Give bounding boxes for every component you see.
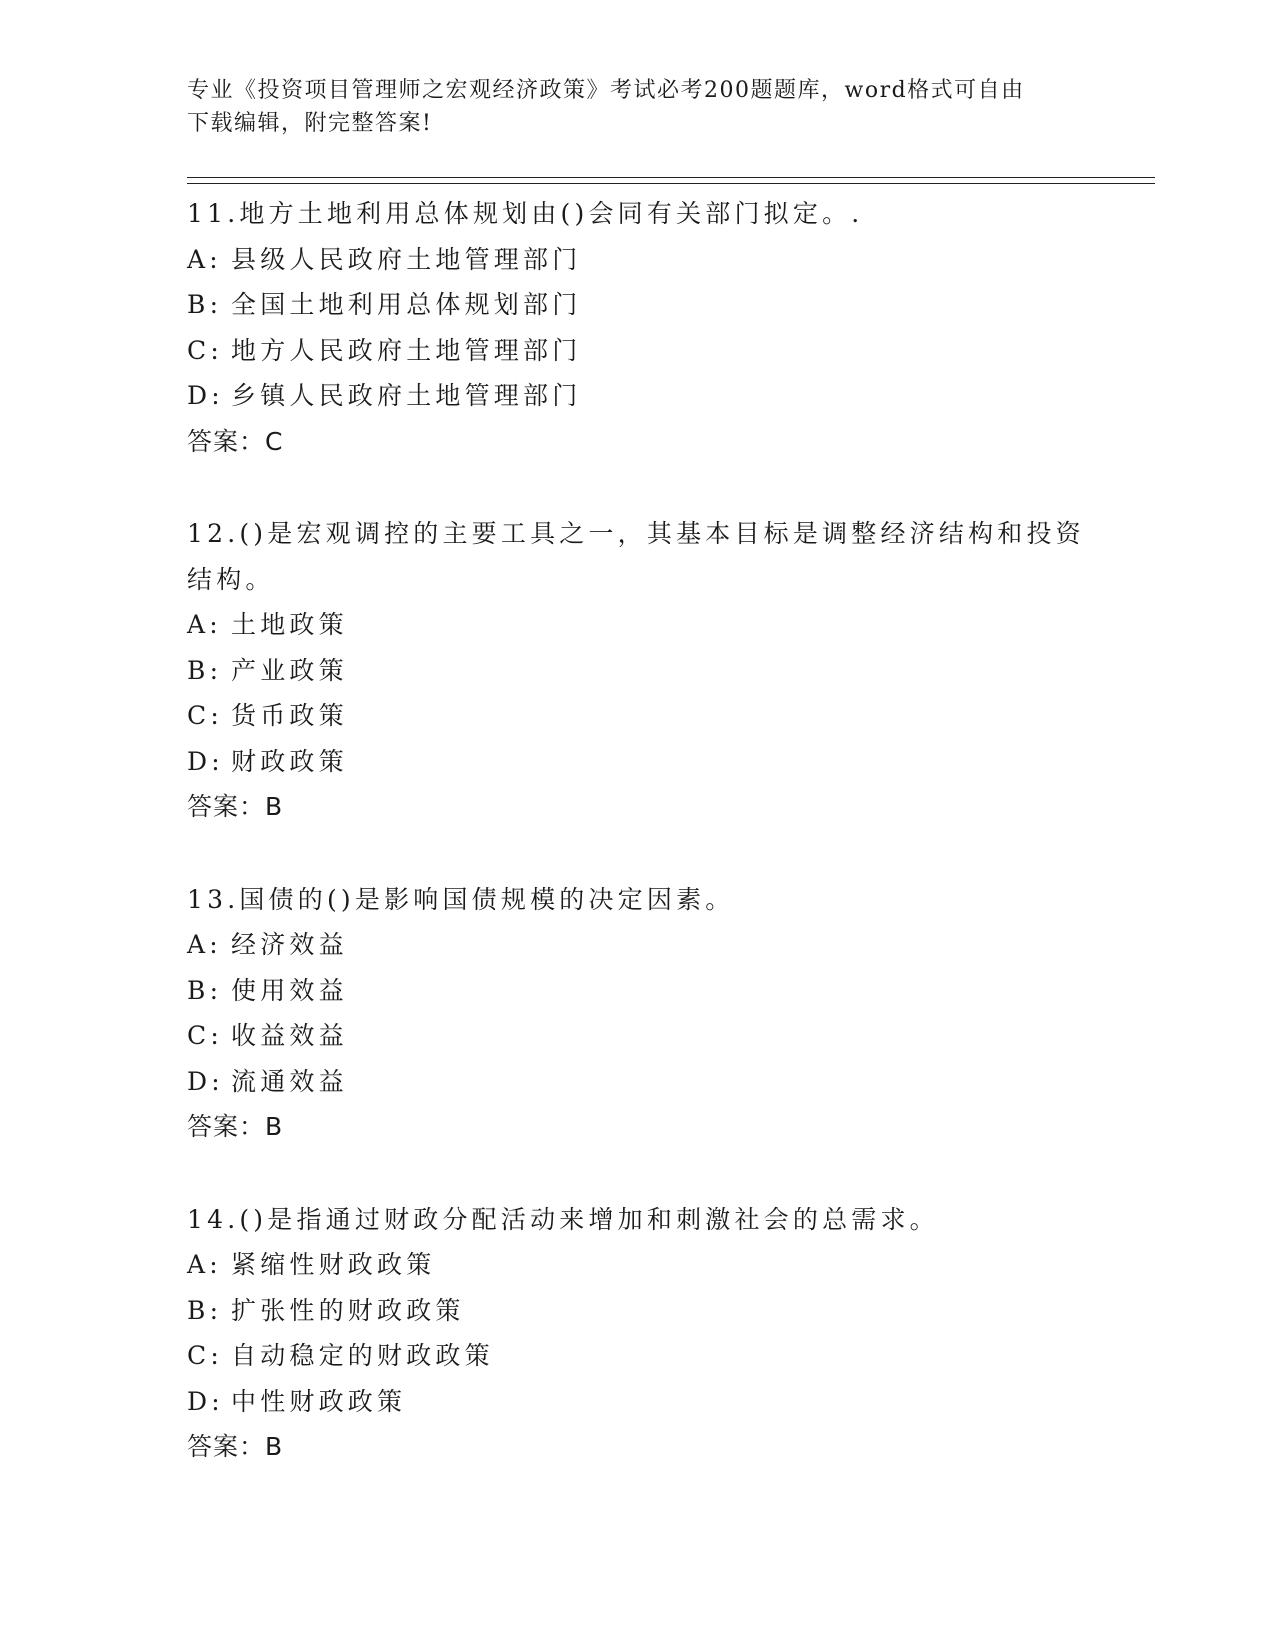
option-key: B:	[187, 1295, 223, 1325]
answer-line: 答案：B	[187, 1112, 284, 1141]
option-b	[187, 1288, 1157, 1334]
option-text: 全国土地利用总体规划部门	[231, 290, 582, 319]
option-text: 扩张性的财政政策	[231, 1295, 465, 1325]
option-a	[187, 237, 1157, 283]
option-text: 经济效益	[231, 930, 348, 959]
document-header	[187, 74, 1067, 140]
option-text: 地方人民政府土地管理部门	[231, 335, 582, 365]
option-key: C:	[187, 1021, 223, 1050]
option-a	[187, 1242, 1157, 1288]
option-text: 收益效益	[231, 1021, 348, 1050]
option-c	[187, 1013, 1157, 1059]
option-text: 中性财政政策	[231, 1386, 407, 1416]
option-key: D:	[187, 381, 224, 410]
option-key: D:	[187, 1386, 224, 1416]
option-text: 紧缩性财政政策	[231, 1250, 436, 1279]
option-key: C:	[187, 335, 223, 365]
option-c	[187, 693, 1157, 739]
question-12	[187, 511, 1157, 830]
question-stem: 11.地方土地利用总体规划由()会同有关部门拟定。.	[187, 199, 864, 228]
question-11	[187, 191, 1157, 464]
header-divider	[187, 177, 1155, 184]
answer-line: 答案：C	[187, 426, 284, 456]
option-text: 流通效益	[231, 1066, 348, 1096]
answer-line: 答案：B	[187, 1432, 284, 1461]
option-c	[187, 328, 1157, 374]
option-text: 使用效益	[231, 975, 348, 1005]
option-key: A:	[187, 610, 222, 639]
option-d	[187, 739, 1157, 785]
option-key: B:	[187, 975, 223, 1005]
option-text: 土地政策	[231, 610, 348, 639]
option-key: B:	[187, 290, 223, 319]
option-key: C:	[187, 1341, 223, 1370]
option-text: 自动稳定的财政政策	[231, 1341, 494, 1370]
option-a	[187, 922, 1157, 968]
option-c	[187, 1333, 1157, 1379]
option-key: A:	[187, 244, 222, 274]
question-stem: 12.()是宏观调控的主要工具之一，其基本目标是调整经济结构和投资结构。	[187, 519, 1085, 594]
option-key: D:	[187, 746, 224, 776]
option-key: C:	[187, 701, 223, 730]
option-a	[187, 602, 1157, 648]
question-13	[187, 877, 1157, 1150]
option-b	[187, 282, 1157, 328]
option-text: 货币政策	[231, 701, 348, 730]
option-key: A:	[187, 1250, 222, 1279]
option-key: D:	[187, 1066, 224, 1096]
header-line-1: 专业《投资项目管理师之宏观经济政策》考试必考200题题库，word格式可自由	[187, 78, 1025, 103]
option-d	[187, 373, 1157, 419]
option-key: A:	[187, 930, 222, 959]
option-text: 县级人民政府土地管理部门	[231, 244, 582, 274]
question-14	[187, 1197, 1157, 1470]
option-b	[187, 968, 1157, 1014]
question-stem: 13.国债的()是影响国债规模的决定因素。	[187, 884, 735, 914]
question-list	[187, 191, 1157, 1517]
option-d	[187, 1059, 1157, 1105]
option-text: 产业政策	[231, 655, 348, 685]
option-key: B:	[187, 655, 223, 685]
option-d	[187, 1379, 1157, 1425]
option-text: 乡镇人民政府土地管理部门	[231, 381, 582, 410]
header-line-2: 下载编辑，附完整答案!	[187, 111, 433, 136]
question-stem: 14.()是指通过财政分配活动来增加和刺激社会的总需求。	[187, 1204, 939, 1234]
answer-line: 答案：B	[187, 792, 284, 821]
option-b	[187, 648, 1157, 694]
option-text: 财政政策	[231, 746, 348, 776]
